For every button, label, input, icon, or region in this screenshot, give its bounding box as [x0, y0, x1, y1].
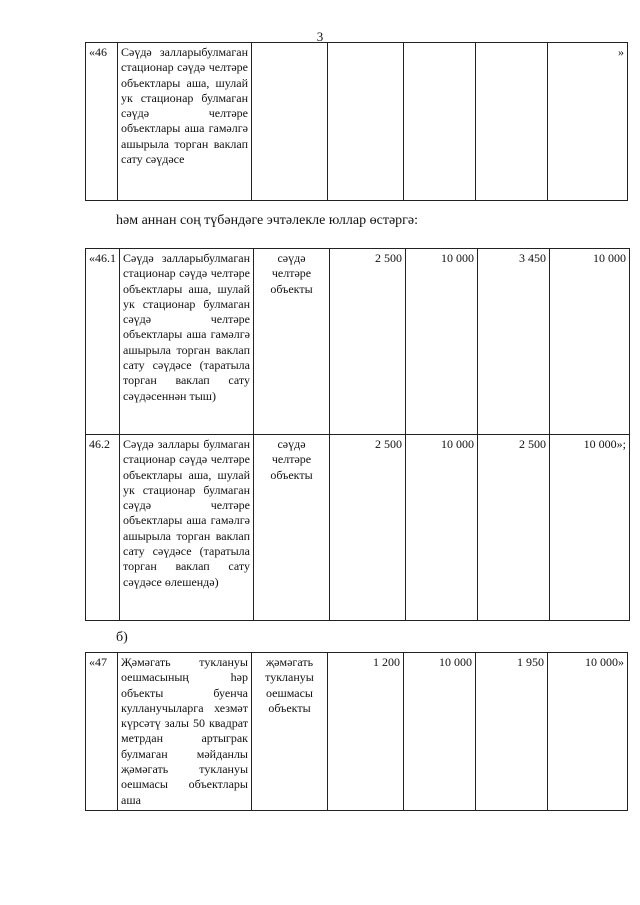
- row-number: «46.1: [86, 249, 120, 435]
- row-value-3: 1 950: [476, 653, 548, 811]
- row-value-1: [328, 43, 404, 201]
- row-unit: сәүдә челтәре объекты: [254, 249, 330, 435]
- page-number: 3: [316, 29, 324, 44]
- row-value-2: 10 000: [406, 249, 478, 435]
- row-name: Сәүдә залларыбулмаган стационар сәүдә челтәре объектлары аша, шулай ук стационар булмаган сәүдә челтәре объектлары аша гамәлгә ашырыла торган ваклап сату сәүдәсе (таратыла торган ваклап сату сәүдәсеннән тыш): [120, 249, 254, 435]
- row-number: «46: [86, 43, 118, 201]
- row-value-2: [404, 43, 476, 201]
- row-unit: җәмәгать туклануы оешмасы объекты: [252, 653, 328, 811]
- row-value-1: 2 500: [330, 249, 406, 435]
- row-value-4: 10 000»: [548, 653, 628, 811]
- row-name: Җәмәгать туклануы оешмасының һәр объекты буенча кулланучыларга хезмәт күрсәтү залы 50 квадрат метрдан артыграк булмаган мәйданлы җәмәгать туклануы оешмасы объектлары аша: [118, 653, 252, 811]
- table-row: [86, 435, 630, 621]
- row-value-2: 10 000: [404, 653, 476, 811]
- row-unit: сәүдә челтәре объекты: [254, 435, 330, 621]
- row-value-3: [476, 43, 548, 201]
- table-row-46: [85, 42, 628, 201]
- row-value-4: »: [548, 43, 628, 201]
- caption-text: һәм аннан соң түбәндәге эчтәлекле юллар өстәргә:: [116, 213, 419, 228]
- row-name: Сәүдә заллары булмаган стационар сәүдә челтәре объектлары аша, шулай ук стационар булмаган сәүдә челтәре объектлары аша гамәлгә ашырыла торган ваклап сату сәүдәсе (таратыла торган ваклап сату сәүдәсе өлешендә): [120, 435, 254, 621]
- row-value-3: 3 450: [478, 249, 550, 435]
- table-rows-46-1-46-2: [85, 248, 630, 621]
- table-row: [86, 653, 628, 811]
- subitem-label: б): [116, 630, 128, 645]
- table-row: [86, 249, 630, 435]
- row-number: 46.2: [86, 435, 120, 621]
- row-name: Сәүдә залларыбулмаган стационар сәүдә челтәре объектлары аша, шулай ук стационар булмаган сәүдә челтәре объектлары аша гамәлгә ашырыла торган ваклап сату сәүдәсе: [118, 43, 252, 201]
- row-value-1: 2 500: [330, 435, 406, 621]
- row-unit: [252, 43, 328, 201]
- row-value-4: 10 000: [550, 249, 630, 435]
- row-value-1: 1 200: [328, 653, 404, 811]
- row-value-4: 10 000»;: [550, 435, 630, 621]
- table-row-47: [85, 652, 628, 811]
- row-value-3: 2 500: [478, 435, 550, 621]
- row-number: «47: [86, 653, 118, 811]
- row-value-2: 10 000: [406, 435, 478, 621]
- table-row: [86, 43, 628, 201]
